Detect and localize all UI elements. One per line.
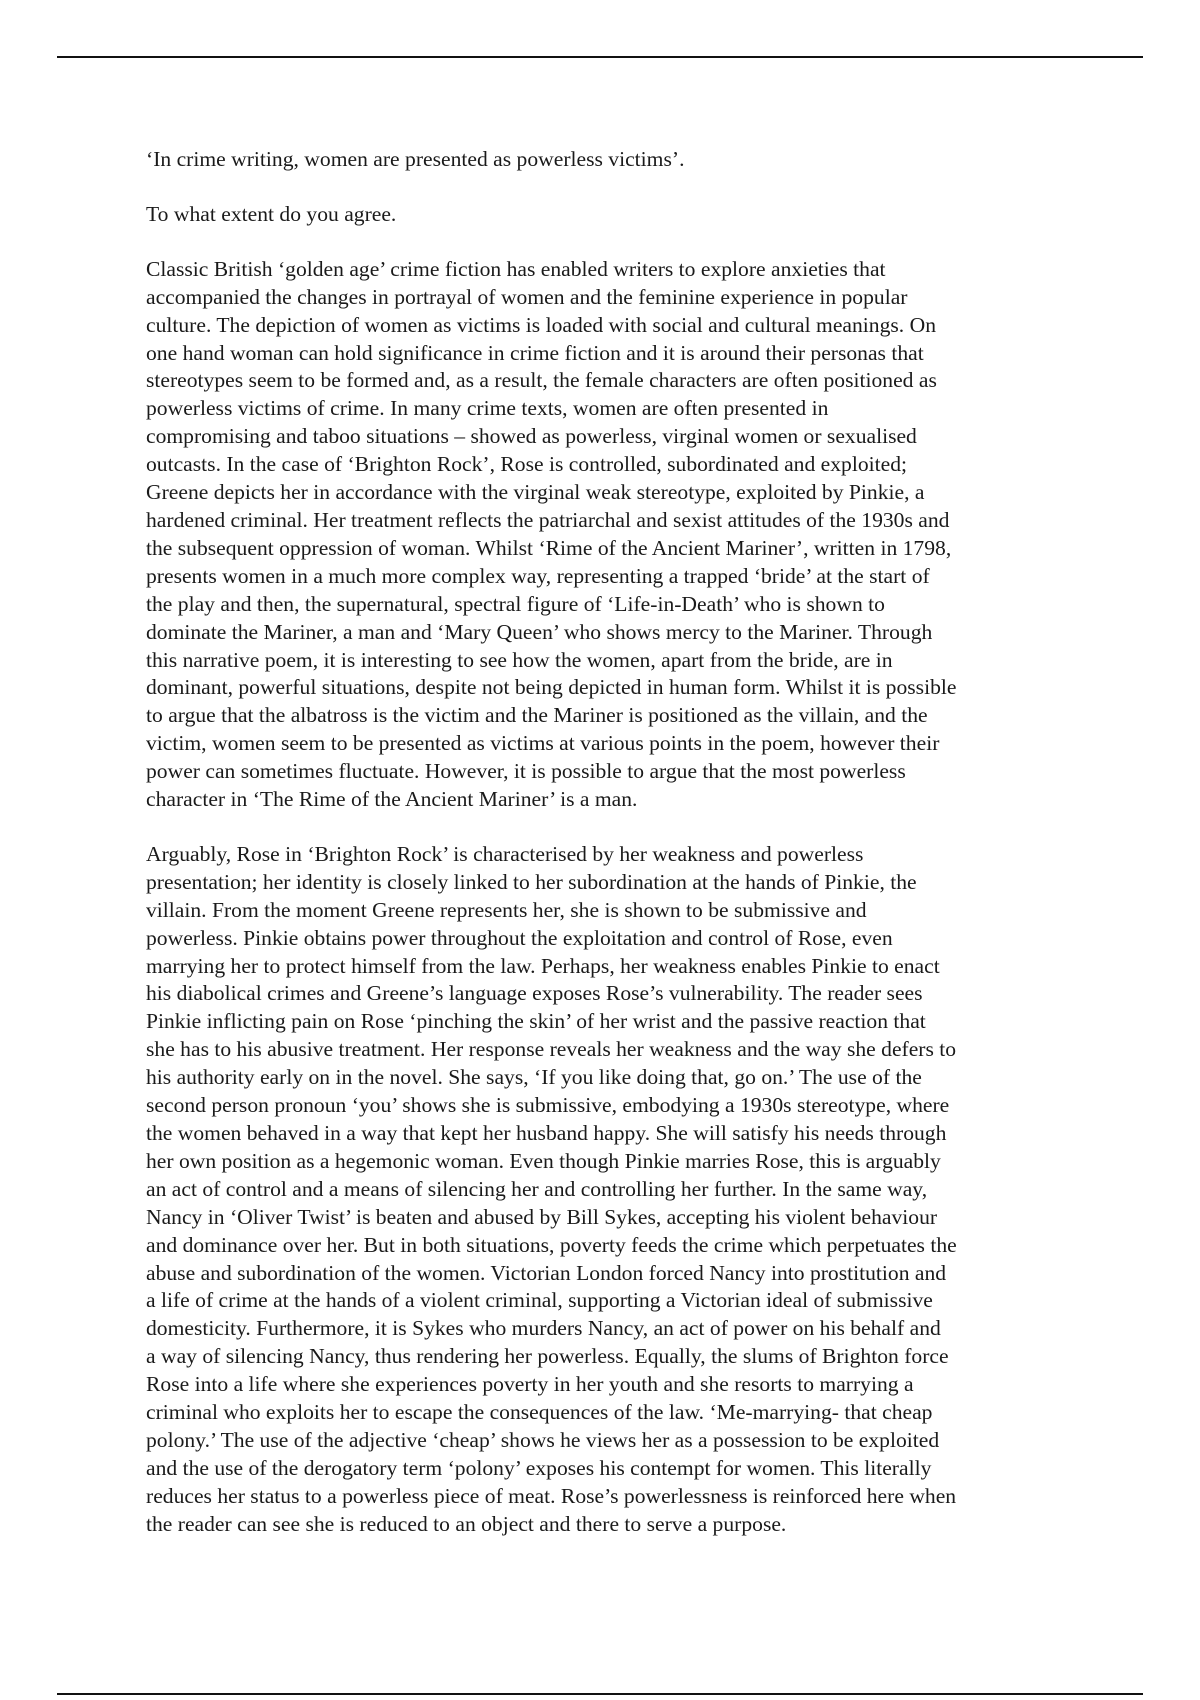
- paragraph-2-line: the reader can see she is reduced to an object and there to serve a purpose.: [146, 1511, 787, 1536]
- paragraph-2-line: she has to his abusive treatment. Her response reveals her weakness and the way she defers to: [146, 1037, 957, 1062]
- paragraph-2-line: domesticity. Furthermore, it is Sykes who murders Nancy, an act of power on his behalf and: [146, 1316, 941, 1341]
- paragraph-2-line: powerless. Pinkie obtains power throughout the exploitation and control of Rose, even: [146, 925, 893, 950]
- paragraph-2-line: polony.’ The use of the adjective ‘cheap’ shows he views her as a possession to be exploited: [146, 1427, 940, 1452]
- paragraph-2: [146, 841, 1076, 1539]
- paragraph-2-line: marrying her to protect himself from the law. Perhaps, her weakness enables Pinkie to enact: [146, 953, 940, 978]
- paragraph-2-line: and the use of the derogatory term ‘polony’ exposes his contempt for women. This literally: [146, 1455, 932, 1480]
- paragraph-1-line: stereotypes seem to be formed and, as a result, the female characters are often positioned as: [146, 368, 937, 393]
- paragraph-1-line: victim, women seem to be presented as victims at various points in the poem, however their: [146, 731, 940, 756]
- paragraph-1-line: Greene depicts her in accordance with the virginal weak stereotype, exploited by Pinkie, a: [146, 480, 925, 505]
- paragraph-2-line: a life of crime at the hands of a violent criminal, supporting a Victorian ideal of submissive: [146, 1288, 933, 1313]
- essay-content: [146, 146, 1076, 1539]
- paragraph-2-line: her own position as a hegemonic woman. Even though Pinkie marries Rose, this is arguably: [146, 1148, 941, 1173]
- paragraph-1-line: the subsequent oppression of woman. Whilst ‘Rime of the Ancient Mariner’, written in 1798,: [146, 535, 952, 560]
- paragraph-1-line: the play and then, the supernatural, spectral figure of ‘Life-in-Death’ who is shown to: [146, 591, 885, 616]
- paragraph-1-line: presents women in a much more complex way, representing a trapped ‘bride’ at the start of: [146, 563, 930, 588]
- paragraph-1-line: powerless victims of crime. In many crime texts, women are often presented in: [146, 396, 829, 421]
- paragraph-1-line: compromising and taboo situations – showed as powerless, virginal women or sexualised: [146, 424, 917, 449]
- paragraph-2-line: the women behaved in a way that kept her husband happy. She will satisfy his needs through: [146, 1121, 947, 1145]
- paragraph-1-line: culture. The depiction of women as victims is loaded with social and cultural meanings. On: [146, 312, 936, 337]
- paragraph-1-line: this narrative poem, it is interesting to see how the women, apart from the bride, are in: [146, 647, 893, 672]
- paragraph-2-line: a way of silencing Nancy, thus rendering her powerless. Equally, the slums of Brighton force: [146, 1344, 949, 1369]
- paragraph-2-line: and dominance over her. But in both situations, poverty feeds the crime which perpetuates the: [146, 1232, 957, 1257]
- essay-title-quote: ‘In crime writing, women are presented as powerless victims’.: [146, 147, 685, 171]
- paragraph-2-line: criminal who exploits her to escape the consequences of the law. ‘Me-marrying- that cheap: [146, 1400, 933, 1425]
- paragraph-2-line: an act of control and a means of silencing her and controlling her further. In the same way,: [146, 1176, 928, 1201]
- paragraph-2-line: abuse and subordination of the women. Victorian London forced Nancy into prostitution and: [146, 1260, 947, 1285]
- essay-question: To what extent do you agree.: [146, 201, 397, 226]
- bottom-divider: [57, 1693, 1143, 1695]
- paragraph-1-line: Classic British ‘golden age’ crime fiction has enabled writers to explore anxieties that: [146, 256, 886, 281]
- paragraph-2-line: Rose into a life where she experiences poverty in her youth and she resorts to marrying a: [146, 1372, 914, 1397]
- paragraph-1-line: to argue that the albatross is the victim and the Mariner is positioned as the villain, and the: [146, 703, 928, 728]
- paragraph-2-line: second person pronoun ‘you’ shows she is submissive, embodying a 1930s stereotype, where: [146, 1093, 950, 1118]
- paragraph-1-line: hardened criminal. Her treatment reflects the patriarchal and sexist attitudes of the 1930s and: [146, 507, 950, 532]
- paragraph-1-line: outcasts. In the case of ‘Brighton Rock’, Rose is controlled, subordinated and exploited;: [146, 452, 908, 477]
- paragraph-2-line: Arguably, Rose in ‘Brighton Rock’ is characterised by her weakness and powerless: [146, 841, 864, 866]
- paragraph-1-line: character in ‘The Rime of the Ancient Mariner’ is a man.: [146, 787, 638, 812]
- paragraph-1-line: power can sometimes fluctuate. However, it is possible to argue that the most powerless: [146, 759, 906, 784]
- paragraph-2-line: presentation; her identity is closely linked to her subordination at the hands of Pinkie, the: [146, 869, 917, 894]
- paragraph-2-line: Pinkie inflicting pain on Rose ‘pinching the skin’ of her wrist and the passive reaction that: [146, 1009, 926, 1034]
- paragraph-1-line: accompanied the changes in portrayal of women and the feminine experience in popular: [146, 284, 908, 309]
- paragraph-1-line: dominate the Mariner, a man and ‘Mary Queen’ who shows mercy to the Mariner. Through: [146, 619, 933, 644]
- paragraph-2-line: reduces her status to a powerless piece of meat. Rose’s powerlessness is reinforced here when: [146, 1483, 957, 1508]
- paragraph-1-line: dominant, powerful situations, despite not being depicted in human form. Whilst it is possible: [146, 675, 957, 700]
- paragraph-1-line: one hand woman can hold significance in crime fiction and it is around their personas that: [146, 340, 924, 365]
- paragraph-2-line: his authority early on in the novel. She says, ‘If you like doing that, go on.’ The use of the: [146, 1065, 922, 1090]
- paragraph-1: [146, 256, 1076, 814]
- paragraph-2-line: villain. From the moment Greene represents her, she is shown to be submissive and: [146, 897, 867, 922]
- paragraph-2-line: his diabolical crimes and Greene’s language exposes Rose’s vulnerability. The reader sees: [146, 981, 923, 1006]
- paragraph-2-line: Nancy in ‘Oliver Twist’ is beaten and abused by Bill Sykes, accepting his violent behaviour: [146, 1204, 938, 1229]
- top-divider: [57, 56, 1143, 58]
